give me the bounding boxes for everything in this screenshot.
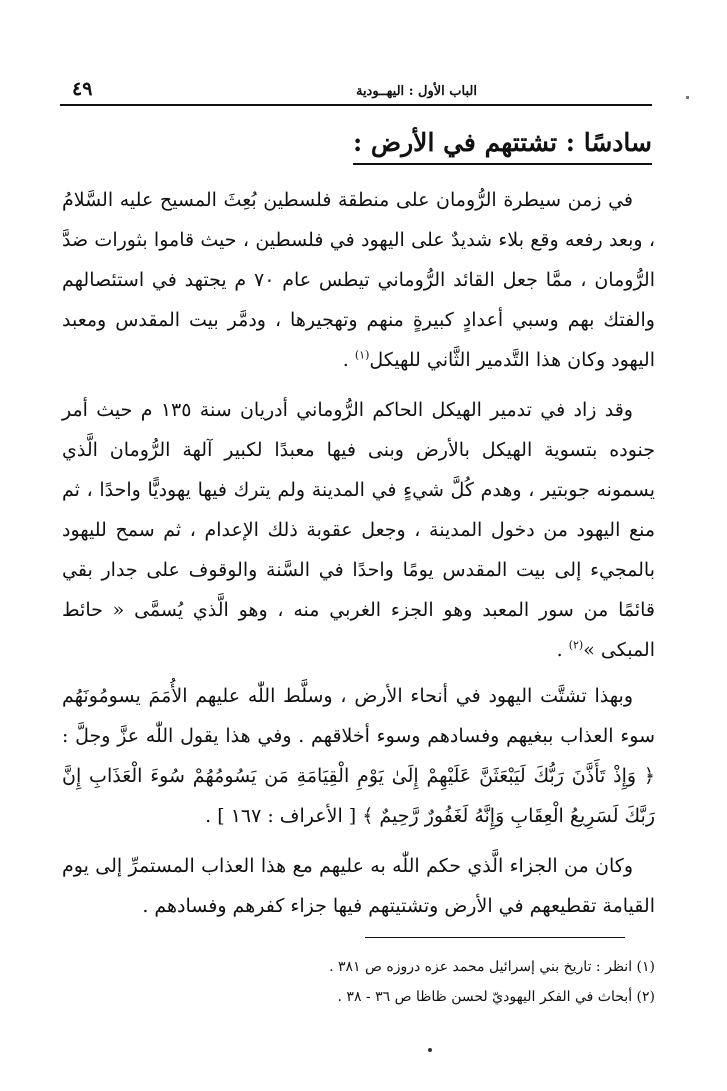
page-number: ٤٩ xyxy=(72,78,93,100)
paragraph-3-text: وبهذا تشتَّت اليهود في أنحاء الأرض ، وسلَّط اللّٰه عليهم الأُمَمَ يسومُونَهُم سوء العذاب ببغيهم وفسادهم وسوء أخلاقهم . وفي هذا يقول اللّٰه عزَّ وجلَّ : xyxy=(62,685,655,747)
footnote-1: (١) انظر : تاريخ بني إسرائيل محمد عزه دروزه ص ٣٨١ . xyxy=(329,959,655,975)
paragraph-3 xyxy=(62,676,655,836)
footnote-separator xyxy=(365,937,625,938)
body-text xyxy=(62,180,655,936)
page-header xyxy=(60,78,652,106)
paragraph-4 xyxy=(62,846,655,926)
page-dot xyxy=(428,1048,432,1052)
footnote-ref-2: (٢) xyxy=(568,638,584,652)
section-heading: سادسًا : تشتتهم في الأرض : xyxy=(353,128,652,165)
quran-verse: ﴿ وَإِذْ تَأَذَّنَ رَبُّكَ لَيَبْعَثَنَّ عَلَيْهِمْ إِلَىٰ يَوْمِ الْقِيَامَةِ مَن يَسُومُهُمْ سُوءَ الْعَذَابِ إِنَّ رَبَّكَ لَسَرِيعُ الْعِقَابِ وَإِنَّهُ لَغَفُورٌ رَّحِيمٌ ﴾ xyxy=(62,765,655,827)
running-title: الباب الأول : اليهــودية xyxy=(355,84,477,99)
paragraph-2-text: وقد زاد في تدمير الهيكل الحاكم الرُّوماني أدريان سنة ١٣٥ م حيث أمر جنوده بتسوية الهيكل بالأرض وبنى فيها معبدًا لكبير آلهة الرُّومان الَّذي يسمونه جوبتير ، وهدم كُلَّ شيءٍ في المدينة ولم يترك فيها يهوديًّا واحدًا ، ثم منع اليهود من دخول المدينة ، وجعل عقوبة ذلك الإعدام ، ثم سمح لليهود بالمجيء إلى بيت المقدس يومًا واحدًا في السَّنة والوقوف على جدار بقي قائمًا من سور المعبد وهو الجزء الغربي منه ، وهو الَّذي يُسمَّى « حائط المبكى » xyxy=(62,399,655,661)
footnote-ref-1: (١) xyxy=(354,348,370,362)
scan-speck xyxy=(686,96,689,99)
verse-reference: [ الأعراف : ١٦٧ ] . xyxy=(205,805,357,827)
paragraph-4-text: وكان من الجزاء الَّذي حكم اللّٰه به عليهم مع هذا العذاب المستمرِّ إلى يوم القيامة تقطيعهم في الأرض وتشتيتهم فيها جزاء كفرهم وفسادهم . xyxy=(62,855,655,917)
paragraph-1-text: في زمن سيطرة الرُّومان على منطقة فلسطين بُعِثَ المسيح عليه السَّلامُ ، وبعد رفعه وقع بلاء شديدٌ على اليهود في فلسطين ، حيث قاموا بثورات ضدَّ الرُّومان ، ممَّا جعل القائد الرُّوماني تيطس عام ٧٠ م يجتهد في استئصالهم والفتك بهم وسبي أعدادٍ كبيرةٍ منهم وتهجيرها ، ودمَّر بيت المقدس ومعبد اليهود وكان هذا التَّدمير الثَّاني للهيكل xyxy=(62,189,655,371)
paragraph-1-end: . xyxy=(342,349,355,371)
paragraph-2-end: . xyxy=(556,639,569,661)
paragraph-1 xyxy=(62,180,655,380)
footnote-2: (٢) أبحاث في الفكر اليهوديّ لحسن ظاظا ص ٣٦ - ٣٨ . xyxy=(337,989,655,1005)
footnotes xyxy=(160,952,655,1012)
paragraph-2 xyxy=(62,390,655,670)
